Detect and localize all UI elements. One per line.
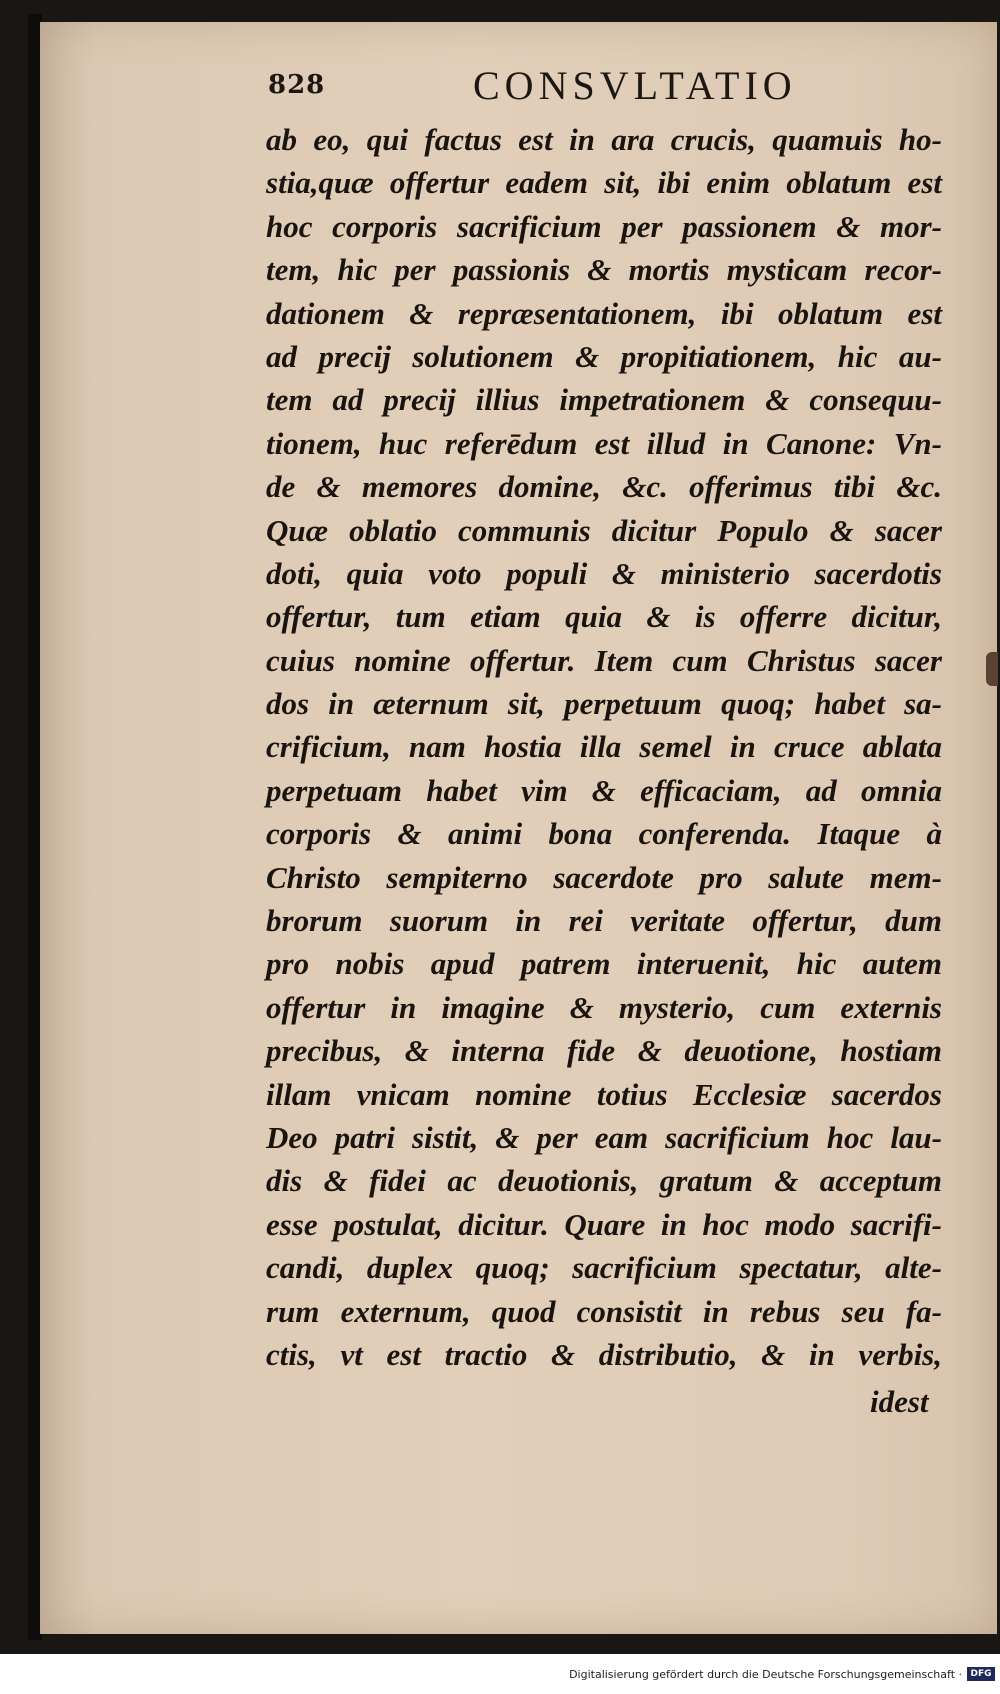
text-line: Christo sempiterno sacerdote pro salute mem-	[266, 859, 942, 895]
text-line: dos in æternum sit, perpetuum quoq; habet sa-	[266, 686, 942, 722]
text-line: cuius nomine offertur. Item cum Christus sacer	[266, 642, 942, 678]
text-line: tionem, huc referēdum est illud in Canone: Vn-	[266, 425, 942, 461]
body-text	[266, 118, 942, 1376]
text-line: esse postulat, dicitur. Quare in hoc modo sacrifi-	[266, 1206, 942, 1242]
text-line: perpetuam habet vim & efficaciam, ad omnia	[266, 772, 942, 808]
text-line: rum externum, quod consistit in rebus seu fa-	[266, 1293, 942, 1329]
text-line: tem, hic per passionis & mortis mysticam recor-	[266, 252, 942, 288]
text-line: precibus, & interna fide & deuotione, hostiam	[266, 1033, 942, 1069]
catchword: idest	[870, 1384, 929, 1419]
text-line: corporis & animi bona conferenda. Itaque à	[266, 816, 942, 852]
text-line: candi, duplex quoq; sacrificium spectatur, alte-	[266, 1250, 942, 1286]
text-line: offertur, tum etiam quia & is offerre dicitur,	[266, 599, 942, 635]
running-head: CONSVLTATIO	[473, 63, 797, 108]
text-line: de & memores domine, &c. offerimus tibi &c.	[266, 469, 942, 505]
text-line: brorum suorum in rei veritate offertur, dum	[266, 903, 942, 939]
page-header	[268, 62, 968, 112]
text-line: offertur in imagine & mysterio, cum externis	[266, 989, 942, 1025]
footer-credit[interactable]: Digitalisierung gefördert durch die Deutsche Forschungsgemeinschaft ·	[569, 1668, 962, 1681]
text-line: tem ad precij illius impetrationem & consequu-	[266, 382, 942, 418]
text-line: ad precij solutionem & propitiationem, hic au-	[266, 338, 942, 374]
text-line: ctis, vt est tractio & distributio, & in verbis,	[266, 1336, 942, 1372]
text-line: crificium, nam hostia illa semel in cruce ablata	[266, 729, 942, 765]
text-line: dationem & repræsentationem, ibi oblatum est	[266, 295, 942, 331]
dfg-logo-icon[interactable]: DFG	[967, 1667, 995, 1681]
footer-bar	[0, 1654, 1000, 1694]
text-line: stia,quæ offertur eadem sit, ibi enim oblatum est	[266, 165, 942, 201]
text-line: Quæ oblatio communis dicitur Populo & sacer	[266, 512, 942, 548]
text-line: illam vnicam nomine totius Ecclesiæ sacerdos	[266, 1076, 942, 1112]
text-line: pro nobis apud patrem interuenit, hic autem	[266, 946, 942, 982]
text-line: dis & fidei ac deuotionis, gratum & acceptum	[266, 1163, 942, 1199]
text-line: Deo patri sistit, & per eam sacrificium hoc lau-	[266, 1119, 942, 1155]
page-notch	[986, 652, 998, 686]
text-line: doti, quia voto populi & ministerio sacerdotis	[266, 555, 942, 591]
text-line: hoc corporis sacrificium per passionem & mor-	[266, 208, 942, 244]
page-number: 828	[268, 70, 326, 100]
text-line: ab eo, qui factus est in ara crucis, quamuis ho-	[266, 122, 942, 157]
